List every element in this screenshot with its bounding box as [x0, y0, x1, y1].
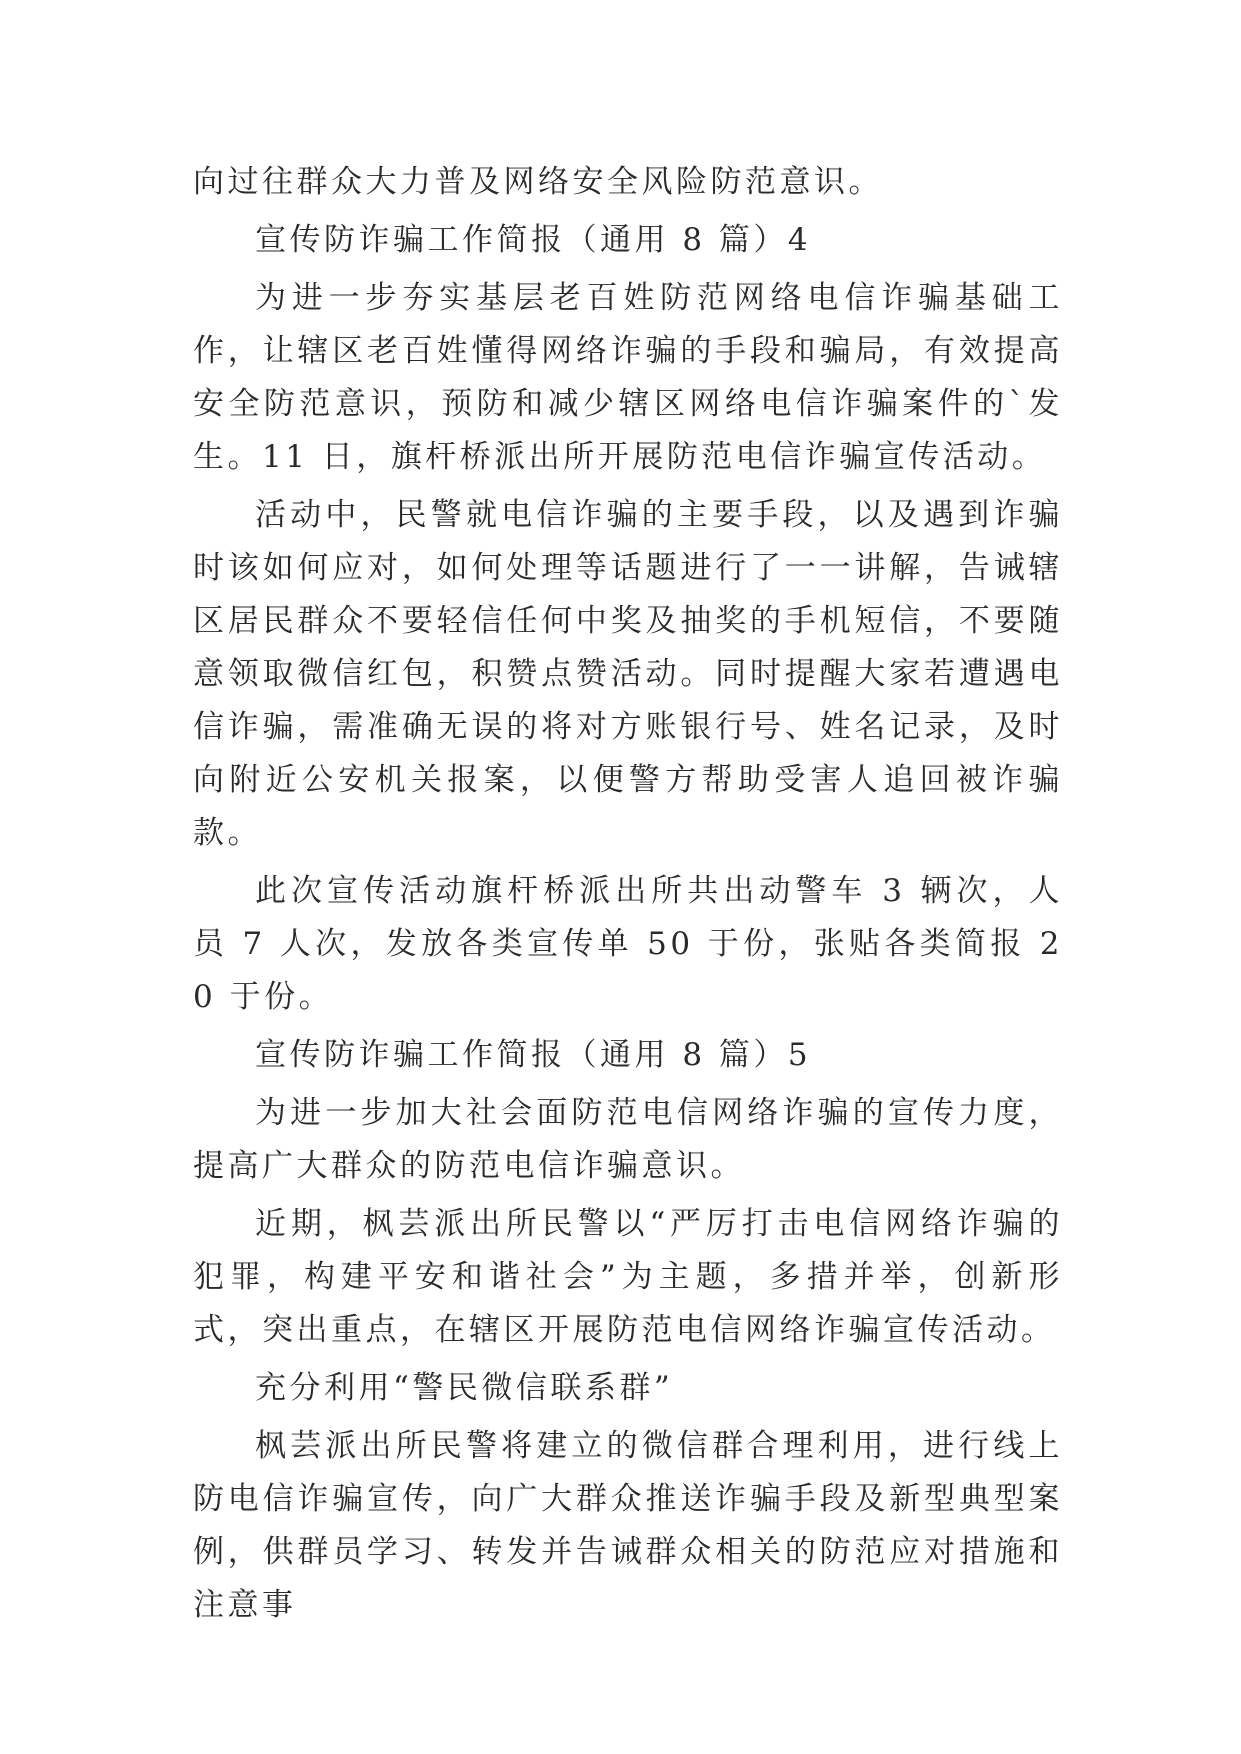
paragraph-intro-end: 向过往群众大力普及网络安全风险防范意识。 [193, 164, 883, 200]
paragraph-4-intro: 为进一步夯实基层老百姓防范网络电信诈骗基础工作，让辖区老百姓懂得网络诈骗的手段和骗局，有效提高安全防范意识，预防和减少辖区网络电信诈骗案件的`发生。11 日，旗杆桥派出所开展防范电信诈骗宣传活动。 [193, 280, 1063, 475]
paragraph-4-summary: 此次宣传活动旗杆桥派出所共出动警车 3 辆次，人员 7 人次，发放各类宣传单 50 于份，张贴各类简报 20 于份。 [193, 873, 1063, 1015]
document-body [193, 156, 1063, 1632]
paragraph-5-wechat: 枫芸派出所民警将建立的微信群合理利用，进行线上防电信诈骗宣传，向广大群众推送诈骗手段及新型典型案例，供群员学习、转发并告诫群众相关的防范应对措施和注意事 [193, 1428, 1063, 1623]
section-heading-5: 宣传防诈骗工作简报（通用 8 篇）5 [255, 1037, 812, 1073]
section-heading-4: 宣传防诈骗工作简报（通用 8 篇）4 [255, 222, 812, 258]
paragraph-4-activity: 活动中，民警就电信诈骗的主要手段，以及遇到诈骗时该如何应对，如何处理等话题进行了一一讲解，告诫辖区居民群众不要轻信任何中奖及抽奖的手机短信，不要随意领取微信红包，积赞点赞活动。同时提醒大家若遭遇电信诈骗，需准确无误的将对方账银行号、姓名记录，及时向附近公安机关报案，以便警方帮助受害人追回被诈骗款。 [193, 497, 1063, 851]
subheading-wechat-group: 充分利用“警民微信联系群” [255, 1370, 674, 1406]
paragraph-5-intro: 为进一步加大社会面防范电信网络诈骗的宣传力度，提高广大群众的防范电信诈骗意识。 [193, 1095, 1063, 1184]
paragraph-5-recent: 近期，枫芸派出所民警以“严厉打击电信网络诈骗的犯罪，构建平安和谐社会”为主题，多措并举，创新形式，突出重点，在辖区开展防范电信网络诈骗宣传活动。 [193, 1206, 1063, 1348]
